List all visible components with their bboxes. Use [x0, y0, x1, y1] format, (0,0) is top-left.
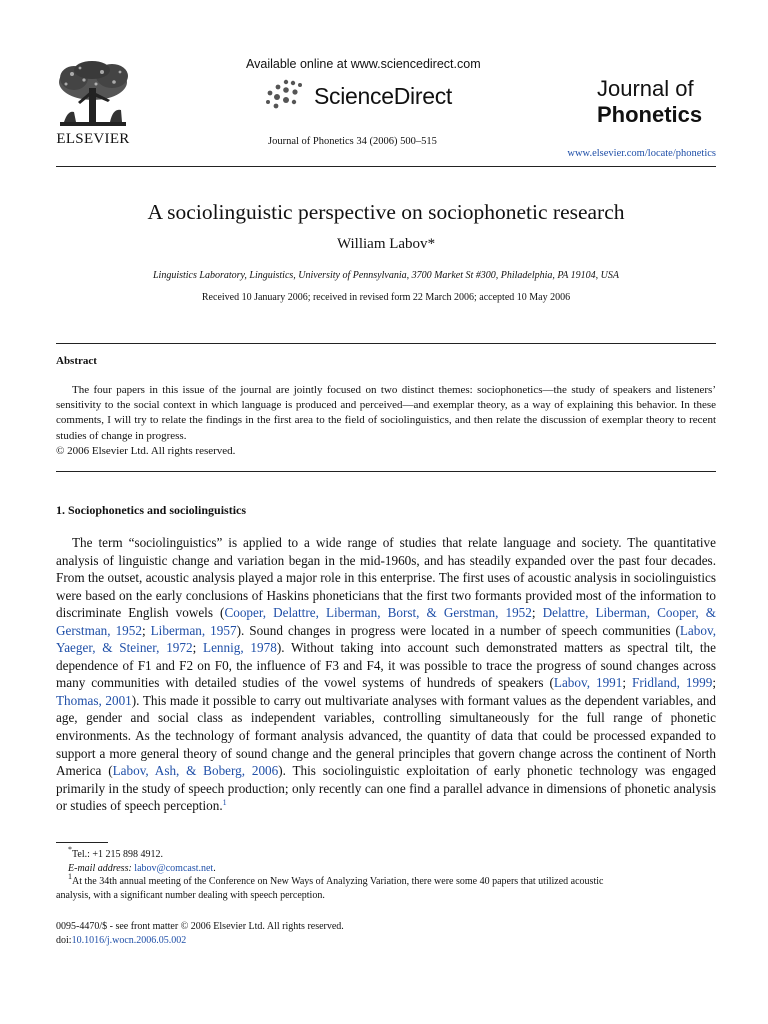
sciencedirect-dots-icon — [264, 78, 304, 110]
body-text: ; — [531, 605, 543, 621]
doi-line — [56, 934, 716, 948]
author-line — [56, 236, 716, 253]
citation-link[interactable]: Labov, 1991 — [553, 675, 623, 691]
abstract-text: The four papers in this issue of the journal are jointly focused on two distinct themes: sociophonetics—the study of speakers and listeners’ sensitivity to the social context in which language is produced and perceived—and exemplar theory, as a way of explaining this behavior. In these comments, I will try to relate the findings in the first area to the field of sociolinguistics, and then relate the discussion of exemplar theory to recent studies of change in progress. — [56, 384, 716, 442]
tel-text: Tel.: +1 215 898 4912. — [72, 849, 164, 860]
sciencedirect-wordmark: ScienceDirect — [314, 83, 452, 109]
citation-link[interactable]: Cooper, Delattre, Liberman, Borst, & Gerstman, 1952 — [224, 605, 532, 621]
body-text: ; — [192, 640, 204, 656]
footnote-author-email: E-mail address: labov@comcast.net. — [68, 862, 216, 874]
footnote-rule — [56, 842, 108, 843]
doi-label: doi: — [56, 934, 72, 946]
front-matter-text: 0095-4470/$ - see front matter © 2006 Elsevier Ltd. All rights reserved. — [56, 921, 344, 932]
body-text: The term “sociolinguistics” is applied to a wide range of studies that relate language and society. The quantitative analysis of linguistic change and variation began in the mid-1960s, and has steadily expanded over the past four decades. From the outset, acoustic analysis played a major role in this enterprise. The first uses of acoustic analysis in sociolinguistics were based on the early conclusions of Haskins phoneticians that the first two formants provided most of the information to discriminate English vowels ( — [56, 535, 716, 621]
abstract-copyright: © 2006 Elsevier Ltd. All rights reserved. — [56, 444, 236, 457]
footnote-1-text: At the 34th annual meeting of the Conference on New Ways of Analyzing Variation, there were some 40 papers that utilized acoustic — [72, 876, 604, 887]
citation-link[interactable]: Liberman, 1957 — [150, 622, 237, 638]
author-footnote-mark[interactable]: * — [427, 236, 436, 252]
section-paragraph — [56, 534, 716, 815]
received-dates: Received 10 January 2006; received in revised form 22 March 2006; accepted 10 May 2006 — [201, 292, 571, 303]
publisher-name: ELSEVIER — [56, 131, 130, 147]
footnote-1-mark: 1 — [68, 872, 72, 881]
footnote-ref-1[interactable]: 1 — [222, 798, 227, 808]
email-link[interactable]: labov@comcast.net — [134, 862, 214, 874]
footnote-1 — [56, 872, 716, 889]
body-text: ; — [141, 622, 151, 638]
body-text: ). This made it possible to carry out multivariate analyses with formant values as the dependent variables, and age, gender and social class as independent variables, controlling simultaneously for the full range of phonetic environments. As the technology of formant analysis advanced, the quantity of data that could be processed expanded to support a more general theory of sound change and the general principles that govern change across the continent of North America ( — [56, 692, 716, 779]
article-title: A sociolinguistic perspective on sociophonetic research — [147, 200, 625, 224]
abstract-heading: Abstract — [56, 355, 97, 367]
body-text: ). Sound changes in progress were located in a number of speech communities ( — [236, 622, 680, 638]
abstract-top-rule — [56, 343, 716, 344]
author-name: William Labov — [336, 236, 428, 252]
body-text: ; — [622, 675, 632, 691]
front-matter — [56, 920, 716, 947]
citation-link[interactable]: Fridland, 1999 — [631, 675, 713, 691]
doi-link[interactable]: 10.1016/j.wocn.2006.05.002 — [71, 934, 187, 946]
abstract-bottom-rule — [56, 471, 716, 472]
journal-name-line1: Journal of — [597, 76, 694, 101]
citation-link[interactable]: Lennig, 1978 — [203, 640, 277, 656]
header-divider — [56, 166, 716, 167]
author-affiliation: Linguistics Laboratory, Linguistics, University of Pennsylvania, 3700 Market St #300, Philadelphia, PA 19104, USA — [152, 270, 619, 281]
body-text: ). Without taking into account such demonstrated matters as spectral tilt, the dependence of F1 and F2 on F0, the influence of F3 and F4, it was possible to trace the progress of sound changes across many communities with detailed studies of the vowel systems of hundreds of speakers ( — [56, 640, 716, 691]
email-label: E-mail address: — [68, 862, 132, 874]
footnote-star-mark: * — [68, 845, 72, 854]
footnotes — [56, 845, 716, 902]
available-online-text: Available online at www.sciencedirect.com — [246, 57, 481, 71]
citation-link[interactable]: Labov, Ash, & Boberg, 2006 — [112, 763, 279, 779]
footnote-author-tel — [56, 845, 716, 862]
section-body — [56, 534, 716, 815]
citation-link[interactable]: Thomas, 2001 — [56, 692, 132, 708]
citation-link[interactable]: Labov, Yaeger, & Steiner, 1972 — [56, 622, 716, 656]
section-heading: 1. Sociophonetics and sociolinguistics — [56, 503, 247, 517]
journal-url-link[interactable]: www.elsevier.com/locate/phonetics — [567, 148, 716, 159]
citation-link[interactable]: Delattre, Liberman, Cooper, & Gerstman, 1952 — [56, 605, 717, 638]
journal-citation: Journal of Phonetics 34 (2006) 500–515 — [268, 136, 437, 147]
abstract-body — [56, 383, 716, 459]
footnote-1-continued: analysis, with a significant number dealing with speech perception. — [56, 889, 325, 901]
journal-name-line2: Phonetics — [597, 102, 703, 127]
body-text: ; — [712, 675, 716, 691]
body-text: ). This sociolinguistic exploitation of early phonetic technology was engaged primarily in the study of speech production; only recently can one find a parallel advance in dimensions of phonetic analysis or studies of speech perception. — [56, 763, 716, 814]
